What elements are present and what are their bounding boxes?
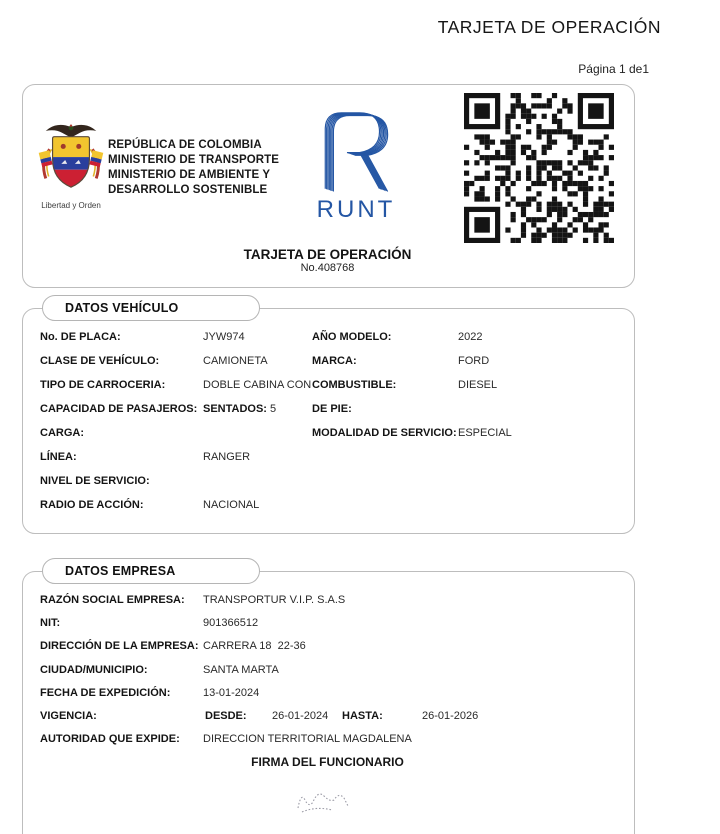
field-label: RADIO DE ACCIÓN: xyxy=(40,499,144,511)
field-label: AÑO MODELO: xyxy=(312,331,392,343)
colombia-coat-of-arms-icon xyxy=(38,120,104,200)
field-value: 26-01-2024 xyxy=(272,710,329,722)
field-label: NIVEL DE SERVICIO: xyxy=(40,475,150,487)
qr-code xyxy=(464,93,614,243)
page-number: Página 1 de1 xyxy=(578,62,649,76)
field-label: RAZÓN SOCIAL EMPRESA: xyxy=(40,594,185,606)
field-value: ESPECIAL xyxy=(458,427,512,439)
ministry-text-block xyxy=(108,138,279,198)
field-row xyxy=(0,427,720,441)
field-value: 26-01-2026 xyxy=(422,710,479,722)
field-label: CIUDAD/MUNICIPIO: xyxy=(40,664,148,676)
field-label: NIT: xyxy=(40,617,61,629)
field-label: SENTADOS: xyxy=(203,403,267,415)
field-value: JYW974 xyxy=(203,331,245,343)
field-value: 5 xyxy=(270,403,277,415)
field-label: DESDE: xyxy=(205,710,247,722)
field-value: 2022 xyxy=(458,331,483,343)
field-row xyxy=(0,594,720,608)
field-label: No. DE PLACA: xyxy=(40,331,121,343)
field-row xyxy=(0,617,720,631)
field-row xyxy=(0,710,720,724)
field-label: TIPO DE CARROCERIA: xyxy=(40,379,166,391)
field-value: SANTA MARTA xyxy=(203,664,279,676)
runt-logo-icon xyxy=(314,102,398,196)
doc-title: TARJETA DE OPERACIÓN xyxy=(437,17,661,37)
field-value: DOBLE CABINA CON xyxy=(203,379,312,391)
field-label: DE PIE: xyxy=(312,403,352,415)
card-number: No.408768 xyxy=(300,262,355,274)
field-row xyxy=(0,475,720,489)
signature-scribble-icon xyxy=(292,786,354,820)
ministry-line: DESARROLLO SOSTENIBLE xyxy=(108,184,268,196)
ministry-line: MINISTERIO DE AMBIENTE Y xyxy=(108,169,271,181)
company-section-title: DATOS EMPRESA xyxy=(42,558,260,584)
field-label: LÍNEA: xyxy=(40,451,77,463)
field-row xyxy=(0,451,720,465)
field-row xyxy=(0,379,720,393)
field-value: NACIONAL xyxy=(203,499,260,511)
field-row xyxy=(0,331,720,345)
field-label: HASTA: xyxy=(342,710,383,722)
ministry-line: REPÚBLICA DE COLOMBIA xyxy=(108,139,262,151)
field-row xyxy=(0,733,720,747)
field-value: RANGER xyxy=(203,451,251,463)
field-value: FORD xyxy=(458,355,490,367)
ministry-line: MINISTERIO DE TRANSPORTE xyxy=(108,154,280,166)
field-label: VIGENCIA: xyxy=(40,710,97,722)
field-label: CAPACIDAD DE PASAJEROS: xyxy=(40,403,198,415)
field-label: CLASE DE VEHÍCULO: xyxy=(40,355,160,367)
field-value: DIRECCION TERRITORIAL MAGDALENA xyxy=(203,733,412,745)
vehicle-section-title: DATOS VEHÍCULO xyxy=(42,295,260,321)
field-row xyxy=(0,355,720,369)
field-label: COMBUSTIBLE: xyxy=(312,379,397,391)
emblem-caption: Libertad y Orden xyxy=(41,201,101,210)
field-row xyxy=(0,640,720,654)
runt-wordmark: RUNT xyxy=(316,196,396,223)
field-row xyxy=(0,687,720,701)
field-value: CARRERA 18 22-36 xyxy=(203,640,306,652)
field-value: TRANSPORTUR V.I.P. S.A.S xyxy=(203,594,346,606)
field-label: AUTORIDAD QUE EXPIDE: xyxy=(40,733,180,745)
field-value: CAMIONETA xyxy=(203,355,268,367)
field-label: MARCA: xyxy=(312,355,357,367)
field-label: FECHA DE EXPEDICIÓN: xyxy=(40,687,171,699)
signature-title: FIRMA DEL FUNCIONARIO xyxy=(251,755,404,769)
field-row xyxy=(0,499,720,513)
field-row xyxy=(0,403,720,417)
card-title: TARJETA DE OPERACIÓN xyxy=(243,247,412,262)
field-value: 901366512 xyxy=(203,617,259,629)
field-value: 13-01-2024 xyxy=(203,687,260,699)
field-value: DIESEL xyxy=(458,379,498,391)
field-label: CARGA: xyxy=(40,427,84,439)
field-label: MODALIDAD DE SERVICIO: xyxy=(312,427,457,439)
field-row xyxy=(0,664,720,678)
field-label: DIRECCIÓN DE LA EMPRESA: xyxy=(40,640,199,652)
